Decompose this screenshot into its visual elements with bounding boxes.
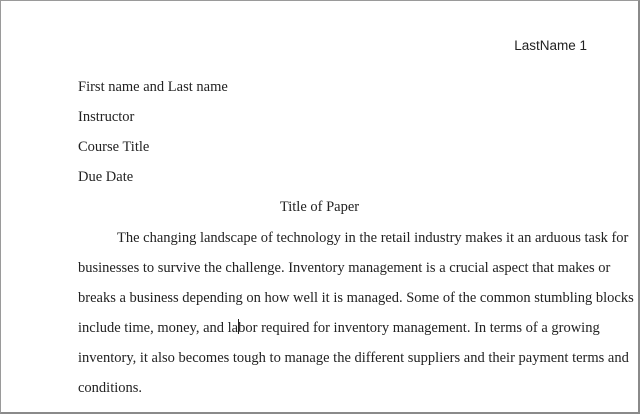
paper-title: Title of Paper [279, 199, 360, 215]
paragraph-line: businesses to survive the challenge. Inventory management is a crucial aspect that makes or [78, 260, 611, 276]
paragraph-line: conditions. [78, 380, 143, 396]
paragraph-line: The changing landscape of technology in the retail industry makes it an arduous task for [117, 230, 629, 246]
course-title: Course Title [78, 139, 150, 155]
author-name: First name and Last name [78, 79, 228, 95]
instructor: Instructor [78, 109, 135, 125]
paragraph-line: inventory, it also becomes tough to manage the different suppliers and their payment terms and [78, 350, 629, 366]
paragraph-line: breaks a business depending on how well it is managed. Some of the common stumbling blocks [78, 290, 634, 306]
paragraph-line [78, 319, 600, 337]
running-head: LastName 1 [514, 38, 587, 53]
due-date: Due Date [78, 169, 134, 185]
paragraph-text: include time, money, and la [78, 320, 239, 336]
paragraph-text: bor required for inventory management. In terms of a growing [238, 320, 600, 336]
